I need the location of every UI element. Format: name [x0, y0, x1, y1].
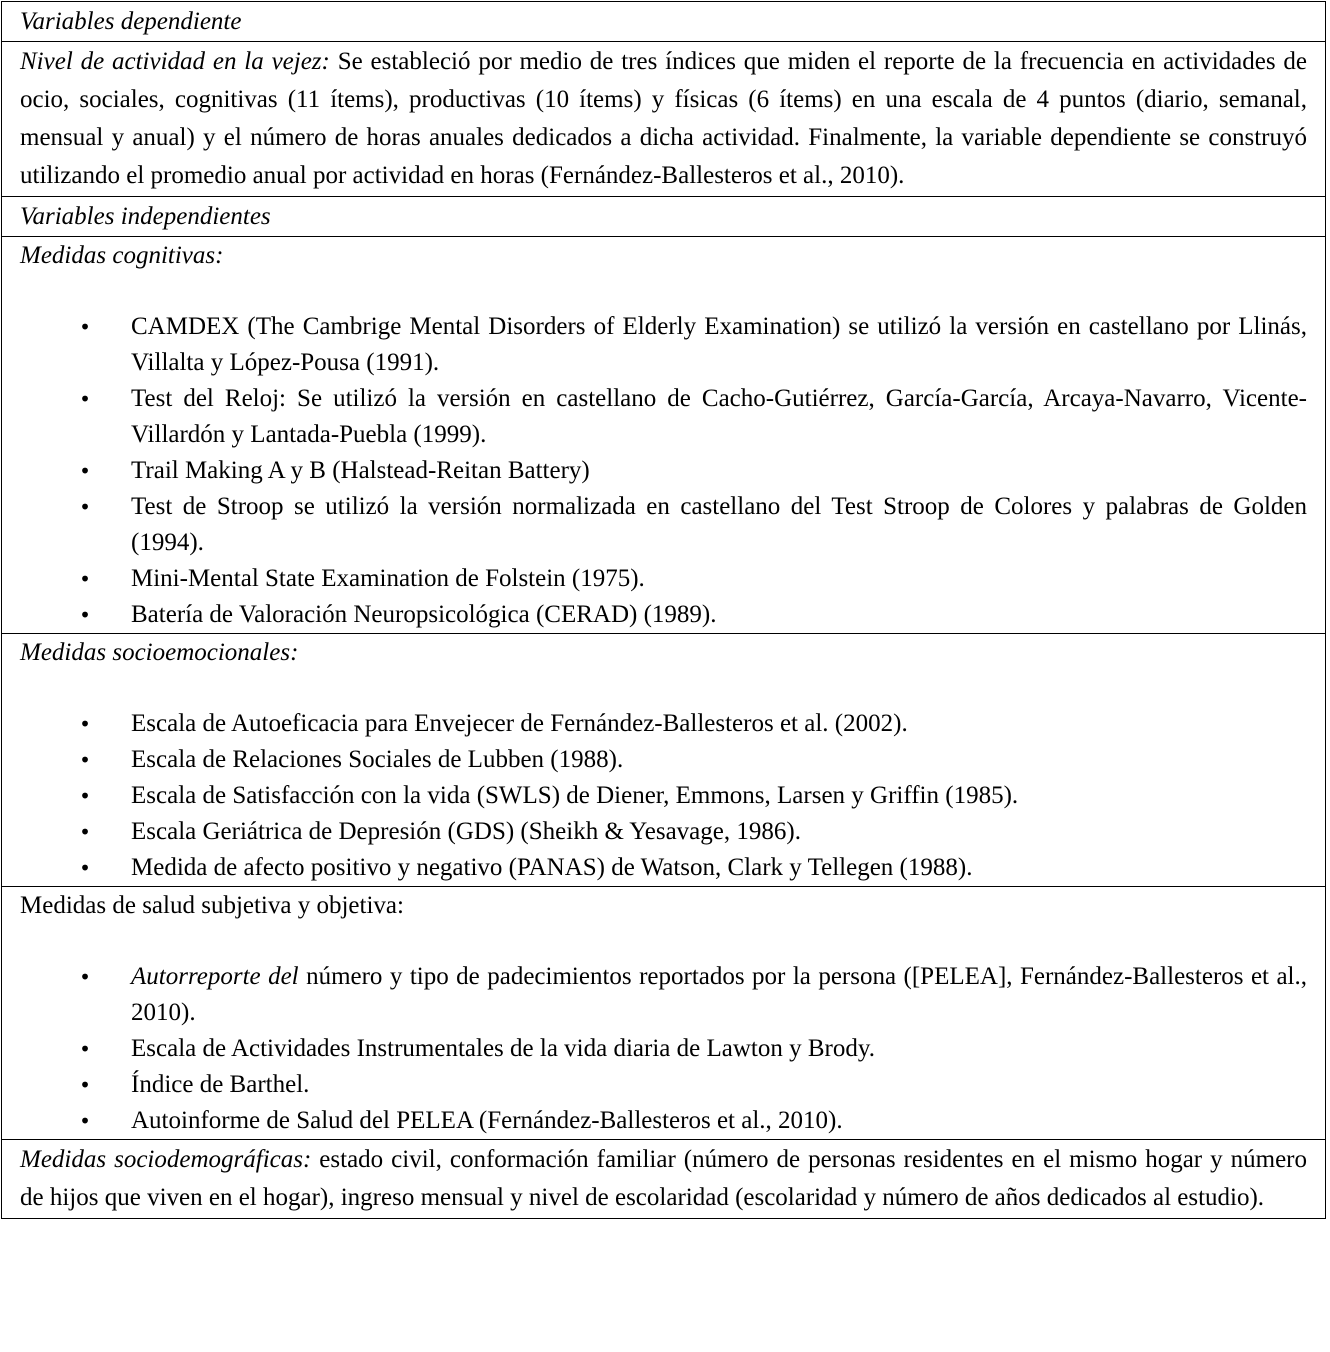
list-item — [20, 1031, 1307, 1067]
cognitive-title: Medidas cognitivas: — [20, 242, 224, 269]
list-item-italic-text: Autorreporte del — [131, 963, 299, 990]
socioemotional-title: Medidas socioemocionales: — [20, 639, 299, 666]
cognitive-section — [2, 237, 1326, 634]
list-item — [20, 453, 1307, 489]
independent-heading-row — [2, 197, 1326, 237]
list-item-text: número y tipo de padecimientos reportados por la persona ([PELEA], Fernández-Ballesteros et al., 2010). — [131, 963, 1307, 1026]
list-item — [20, 814, 1307, 850]
health-section — [2, 887, 1326, 1140]
list-item-text: Trail Making A y B (Halstead-Reitan Battery) — [131, 457, 590, 484]
list-item — [20, 742, 1307, 778]
independent-heading: Variables independientes — [2, 197, 1326, 237]
list-item — [20, 850, 1307, 886]
list-item-text: CAMDEX (The Cambrige Mental Disorders of Elderly Examination) se utilizó la versión en castellano por Llinás, Villalta y López-Pousa (1991). — [131, 313, 1307, 376]
bullet-icon: • — [79, 315, 91, 339]
list-item-text: Escala de Satisfacción con la vida (SWLS) de Diener, Emmons, Larsen y Griffin (1985). — [131, 782, 1019, 809]
cognitive-list — [20, 309, 1307, 633]
sociodemographic-section — [2, 1140, 1326, 1219]
bullet-icon: • — [79, 856, 91, 880]
list-item — [20, 309, 1307, 381]
socioemotional-row — [2, 634, 1326, 887]
sociodemographic-row — [2, 1140, 1326, 1219]
socioemotional-section — [2, 634, 1326, 887]
list-item-text: Medida de afecto positivo y negativo (PANAS) de Watson, Clark y Tellegen (1988). — [131, 854, 973, 881]
dependent-text: Se estableció por medio de tres índices que miden el reporte de la frecuencia en actividades de ocio, sociales, cognitivas (11 ítems), productivas (10 ítems) y físicas (6 ítems) en una escala de 4 puntos (diario, semanal, mensual y anual) y el número de horas anuales dedicados a dicha actividad. Finalmente, la variable dependiente se construyó utilizando el promedio anual por actividad en horas (Fernández-Ballesteros et al., 2010). — [20, 48, 1308, 189]
health-list — [20, 959, 1307, 1139]
bullet-icon: • — [79, 1037, 91, 1061]
list-item — [20, 706, 1307, 742]
health-title: Medidas de salud subjetiva y objetiva: — [20, 892, 404, 919]
list-item-text: Escala de Autoeficacia para Envejecer de Fernández-Ballesteros et al. (2002). — [131, 710, 908, 737]
bullet-icon: • — [79, 784, 91, 808]
health-row — [2, 887, 1326, 1140]
bullet-icon: • — [79, 965, 91, 989]
dependent-label: Nivel de actividad en la vejez: — [20, 48, 330, 75]
sociodemographic-text: estado civil, conformación familiar (número de personas residentes en el mismo hogar y número de hijos que viven en el hogar), ingreso mensual y nivel de escolaridad (escolaridad y número de años dedicados al estudio). — [20, 1146, 1307, 1211]
list-item — [20, 1103, 1307, 1139]
list-item-text: Escala Geriátrica de Depresión (GDS) (Sheikh & Yesavage, 1986). — [131, 818, 801, 845]
dependent-description — [2, 42, 1326, 197]
bullet-icon: • — [79, 820, 91, 844]
bullet-icon: • — [79, 1073, 91, 1097]
socioemotional-list — [20, 706, 1307, 886]
bullet-icon: • — [79, 748, 91, 772]
list-item — [20, 1067, 1307, 1103]
list-item — [20, 778, 1307, 814]
list-item-text: Escala de Actividades Instrumentales de la vida diaria de Lawton y Brody. — [131, 1035, 875, 1062]
list-item-text: Autoinforme de Salud del PELEA (Fernández-Ballesteros et al., 2010). — [131, 1107, 843, 1134]
list-item — [20, 959, 1307, 1031]
list-item-text: Índice de Barthel. — [131, 1071, 310, 1098]
list-item — [20, 381, 1307, 453]
dependent-heading: Variables dependiente — [2, 2, 1326, 42]
list-item-text: Test de Stroop se utilizó la versión normalizada en castellano del Test Stroop de Colores y palabras de Golden (1994). — [131, 493, 1307, 556]
list-item-text: Escala de Relaciones Sociales de Lubben (1988). — [131, 746, 624, 773]
bullet-icon: • — [79, 459, 91, 483]
bullet-icon: • — [79, 603, 91, 627]
cognitive-row — [2, 237, 1326, 634]
list-item — [20, 561, 1307, 597]
sociodemographic-label: Medidas sociodemográficas: — [20, 1146, 312, 1173]
list-item-text: Batería de Valoración Neuropsicológica (CERAD) (1989). — [131, 601, 717, 628]
bullet-icon: • — [79, 1109, 91, 1133]
list-item-text: Test del Reloj: Se utilizó la versión en castellano de Cacho-Gutiérrez, García-García, Arcaya-Navarro, Vicente-Villardón y Lantada-Puebla (1999). — [131, 385, 1307, 448]
bullet-icon: • — [79, 495, 91, 519]
bullet-icon: • — [79, 712, 91, 736]
bullet-icon: • — [79, 567, 91, 591]
bullet-icon: • — [79, 387, 91, 411]
list-item — [20, 489, 1307, 561]
dependent-description-row — [2, 42, 1326, 197]
list-item-text: Mini-Mental State Examination de Folstein (1975). — [131, 565, 645, 592]
list-item — [20, 597, 1307, 633]
variables-table — [1, 1, 1326, 1219]
dependent-heading-row — [2, 2, 1326, 42]
